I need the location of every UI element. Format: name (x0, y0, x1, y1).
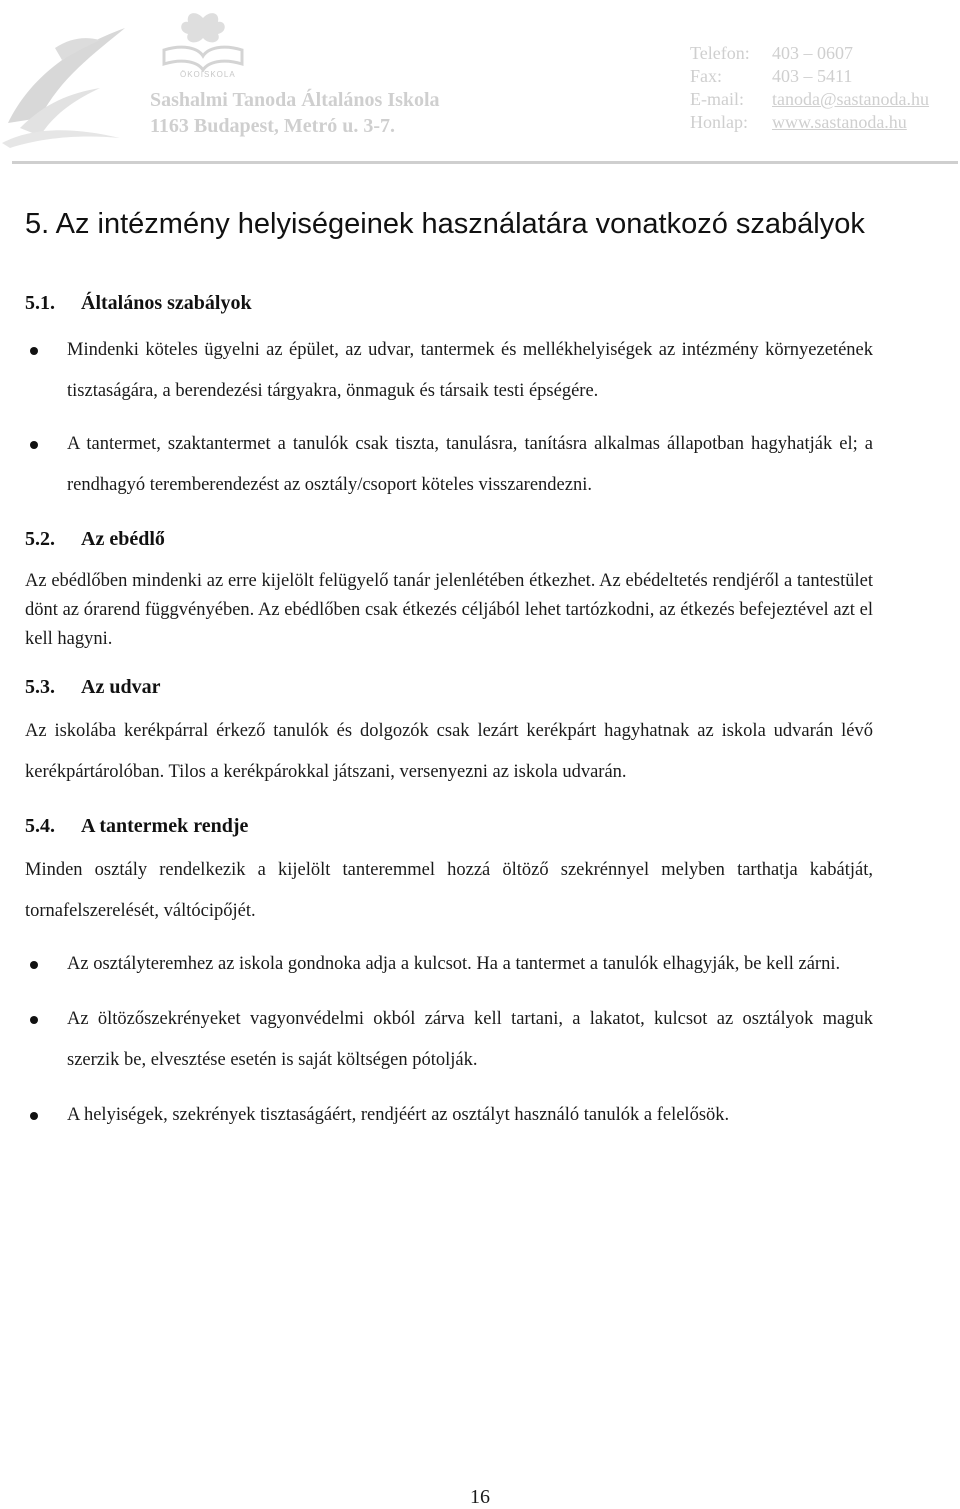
school-name: Sashalmi Tanoda Általános Iskola (150, 89, 440, 111)
list-item-text: Mindenki köteles ügyelni az épület, az udvar, tantermek és mellékhelyiségek az intézmény környezetének tisztaságára, a berendezési tárgyakra, önmaguk és társaik testi épségére. (67, 340, 873, 401)
bullet-icon (30, 347, 38, 355)
page-number: 16 (470, 1486, 490, 1508)
subsection-number: 5.2. (25, 528, 55, 550)
subsection-number: 5.1. (25, 292, 55, 314)
list-item (25, 424, 873, 506)
contact-email (690, 88, 929, 111)
subsection-heading-text: Az ebédlő (81, 528, 165, 550)
subsection-number: 5.4. (25, 815, 55, 837)
document-body (25, 208, 873, 1136)
list-item (25, 1095, 873, 1136)
website-link[interactable]: www.sastanoda.hu (772, 112, 907, 132)
subsection-heading-5-3 (25, 676, 873, 699)
section-title: 5. Az intézmény helyiségeinek használatára vonatkozó szabályok (25, 208, 865, 240)
list-item (25, 944, 873, 985)
list-item-text: A helyiségek, szekrények tisztaságáért, rendjéért az osztályt használó tanulók a felelősök. (67, 1105, 730, 1125)
dining-hall-paragraph: Az ebédlőben mindenki az erre kijelölt felügyelő tanár jelenlétében étkezhet. Az ebédeltetés rendjéről a tantestület dönt az órarend függvényében. Az ebédlőben csak étkezés céljából lehet tartózkodni, az étkezés befejeztével azt el kell hagyni. (25, 571, 873, 649)
contact-label: E-mail: (690, 89, 744, 109)
subsection-heading-5-1 (25, 292, 873, 315)
header-divider (12, 161, 958, 164)
contact-label: Honlap: (690, 112, 748, 132)
contact-website (690, 111, 929, 134)
subsection-heading-text: Az udvar (81, 676, 161, 698)
subsection-heading-text: A tantermek rendje (81, 815, 249, 837)
bullet-icon (30, 1016, 38, 1024)
courtyard-paragraph: Az iskolába kerékpárral érkező tanulók és dolgozók csak lezárt kerékpárt hagyhatnak az iskola udvarán lévő kerékpártárolóban. Tilos a kerékpárokkal játszani, versenyezni az iskola udvarán. (25, 721, 873, 782)
school-sub-label: ÖKOISKOLA (180, 70, 236, 79)
open-book-tree-icon (158, 10, 248, 72)
contact-value: 403 – 5411 (772, 66, 853, 86)
contact-value: 403 – 0607 (772, 43, 853, 63)
classrooms-paragraph: Minden osztály rendelkezik a kijelölt tanteremmel hozzá öltöző szekrénnyel melyben tarthatja kabátját, tornafelszerelését, váltócipőjét. (25, 860, 873, 921)
list-item-text: Az osztályteremhez az iskola gondnoka adja a kulcsot. Ha a tantermet a tanulók elhagyják, be kell zárni. (67, 954, 841, 974)
school-address: 1163 Budapest, Metró u. 3-7. (150, 115, 395, 137)
contact-fax (690, 65, 929, 88)
bullet-icon (30, 441, 38, 449)
subsection-heading-5-4 (25, 815, 873, 838)
contact-label: Fax: (690, 66, 723, 86)
bird-wave-logo-icon (0, 8, 140, 148)
contact-block (690, 42, 929, 134)
subsection-number: 5.3. (25, 676, 55, 698)
contact-label: Telefon: (690, 43, 750, 63)
subsection-heading-5-2 (25, 528, 873, 551)
letterhead (0, 0, 960, 165)
subsection-heading-text: Általános szabályok (81, 292, 252, 314)
contact-phone (690, 42, 929, 65)
list-item-text: Az öltözőszekrényeket vagyonvédelmi okból zárva kell tartani, a lakatot, kulcsot az osztályok maguk szerzik be, elvesztése esetén is saját költségen pótolják. (67, 1009, 873, 1070)
list-item (25, 330, 873, 412)
bullet-icon (30, 961, 38, 969)
classroom-rules-list (25, 944, 873, 1136)
list-item (25, 999, 873, 1081)
general-rules-list (25, 330, 873, 506)
list-item-text: A tantermet, szaktantermet a tanulók csak tiszta, tanulásra, tanításra alkalmas állapotban hagyhatják el; a rendhagyó teremberendezést az osztály/csoport köteles visszarendezni. (67, 434, 873, 495)
email-link[interactable]: tanoda@sastanoda.hu (772, 89, 930, 109)
bullet-icon (30, 1112, 38, 1120)
